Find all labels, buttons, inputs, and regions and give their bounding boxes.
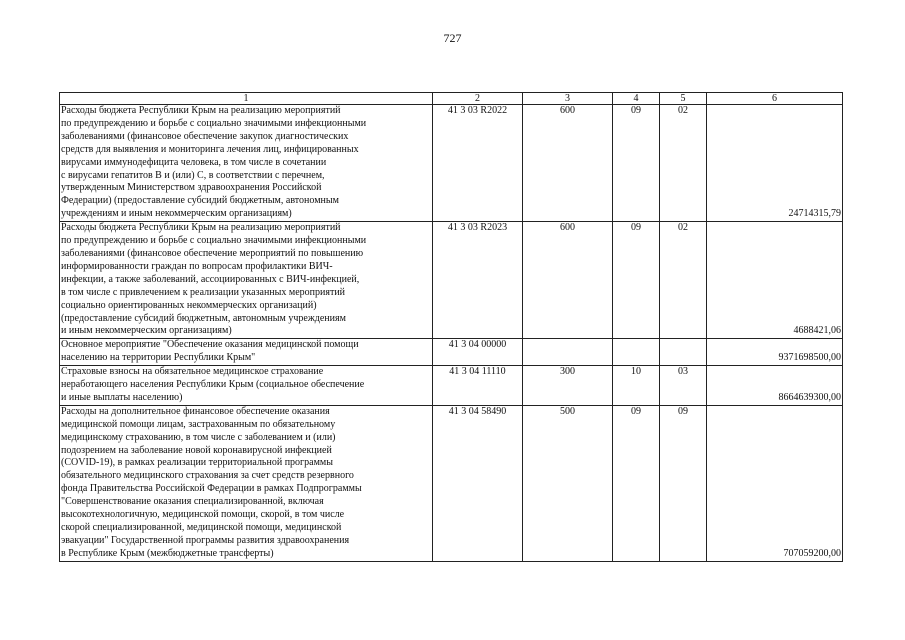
page-number: 727 xyxy=(443,31,462,45)
row-description xyxy=(60,339,433,366)
row-section: 09 xyxy=(613,405,660,561)
row-section: 10 xyxy=(613,366,660,406)
row-target-code: 41 3 04 00000 xyxy=(433,339,523,366)
row-subsection: 02 xyxy=(660,105,707,222)
row-target-code: 41 3 04 58490 xyxy=(433,405,523,561)
row-amount: 24714315,79 xyxy=(707,105,843,222)
table-row xyxy=(60,405,843,561)
row-expense-type: 600 xyxy=(523,105,613,222)
row-section: 09 xyxy=(613,105,660,222)
table-row xyxy=(60,222,843,339)
row-target-code: 41 3 03 R2023 xyxy=(433,222,523,339)
row-section xyxy=(613,339,660,366)
row-description-text: Расходы бюджета Республики Крым на реализацию мероприятий по предупреждению и борьбе с социально значимыми инфекционными заболеваниями (финансовое обеспечение закупок диагностических средств для выявления и мониторинга лечения лиц, инфицированных вирусами иммунодефицита человека, в том числе в сочетании с вирусами гепатитов В и (или) С, в соответствии с перечнем, утвержденным Министерством здравоохранения Российской Федерации) (предоставление субсидий бюджетным, автономным учреждениям и иным некоммерческим организациям) xyxy=(61,105,367,220)
row-target-code: 41 3 04 11110 xyxy=(433,366,523,406)
row-subsection xyxy=(660,339,707,366)
row-description-text: Расходы на дополнительное финансовое обеспечение оказания медицинской помощи лицам, застрахованным по обязательному медицинскому страхованию, в том числе с заболеванием и (или) подозрением на заболевание новой коронавирусной инфекцией (COVID-19), в рамках реализации территориальной программы обязательного медицинского страхования за счет средств резервного фонда Правительства Российской Федерации в рамках Подпрограммы "Совершенствование оказания специализированной, включая высокотехнологичную, медицинской помощи, скорой, в том числе скорой специализированной, медицинской помощи, медицинской эвакуации" Государственной программы развития здравоохранения в Республике Крым (межбюджетные трансферты) xyxy=(61,405,362,559)
column-header: 1 xyxy=(60,93,433,105)
row-description-text: Основное мероприятие "Обеспечение оказания медицинской помощи населению на территории Республики Крым" xyxy=(61,339,359,364)
row-expense-type: 500 xyxy=(523,405,613,561)
row-subsection: 03 xyxy=(660,366,707,406)
row-amount: 707059200,00 xyxy=(707,405,843,561)
row-amount: 8664639300,00 xyxy=(707,366,843,406)
row-amount: 9371698500,00 xyxy=(707,339,843,366)
row-description-text: Страховые взносы на обязательное медицинское страхование неработающего населения Республики Крым (социальное обеспечение и иные выплаты населению) xyxy=(61,366,365,403)
row-description-text: Расходы бюджета Республики Крым на реализацию мероприятий по предупреждению и борьбе с социально значимыми инфекционными заболеваниями (финансовое обеспечение мероприятий по повышению информированности граждан по вопросам профилактики ВИЧ- инфекции, а также заболеваний, ассоциированных с ВИЧ-инфекцией, в том числе с привлечением к реализации указанных мероприятий социально ориентированных некоммерческих организаций) (предоставление субсидий бюджетным, автономным учреждениям и иным некоммерческим организациям) xyxy=(61,222,367,337)
row-description xyxy=(60,405,433,561)
column-header: 4 xyxy=(613,93,660,105)
table-row xyxy=(60,366,843,406)
budget-table xyxy=(59,92,843,562)
row-expense-type: 600 xyxy=(523,222,613,339)
row-description xyxy=(60,222,433,339)
row-subsection: 09 xyxy=(660,405,707,561)
row-section: 09 xyxy=(613,222,660,339)
column-header: 3 xyxy=(523,93,613,105)
column-header: 2 xyxy=(433,93,523,105)
row-expense-type: 300 xyxy=(523,366,613,406)
row-expense-type xyxy=(523,339,613,366)
column-header: 5 xyxy=(660,93,707,105)
table-row xyxy=(60,339,843,366)
row-amount: 4688421,06 xyxy=(707,222,843,339)
row-description xyxy=(60,366,433,406)
row-description xyxy=(60,105,433,222)
column-header: 6 xyxy=(707,93,843,105)
row-subsection: 02 xyxy=(660,222,707,339)
table-header-row xyxy=(60,93,843,105)
row-target-code: 41 3 03 R2022 xyxy=(433,105,523,222)
table-row xyxy=(60,105,843,222)
